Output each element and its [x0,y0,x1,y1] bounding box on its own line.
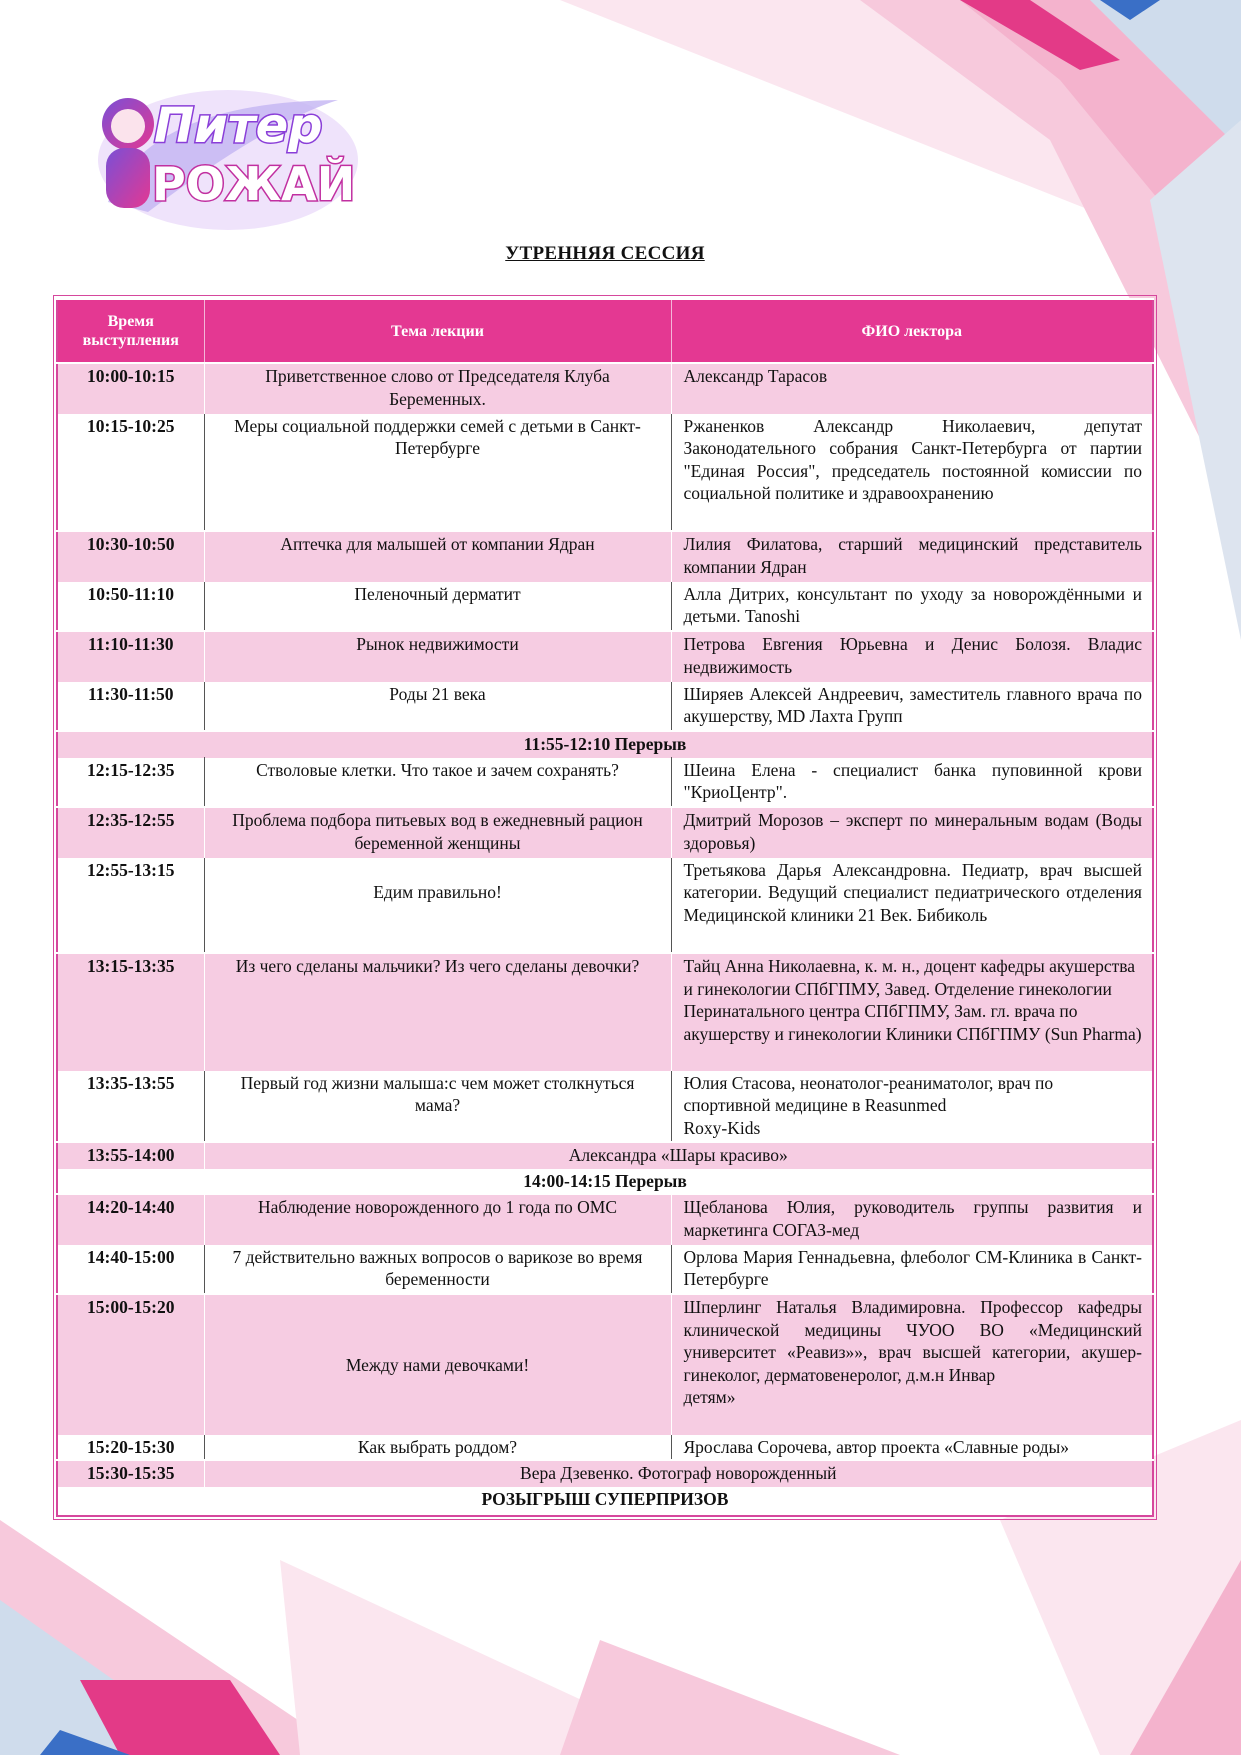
table-row [57,1460,1153,1486]
row-lecturer: Алла Дитрих, консультант по уходу за новорождёнными и детьми. Tanoshi [671,581,1153,631]
break-label: 14:00-14:15 Перерыв [57,1168,1153,1194]
table-row [57,363,1153,413]
table-row [57,413,1153,531]
row-time: 12:15-12:35 [57,757,204,807]
row-lecturer: Юлия Стасова, неонатолог-реаниматолог, врач по спортивной медицине в Reasunmed Roxy-Kids [671,1070,1153,1142]
row-lecturer: Щебланова Юлия, руководитель группы развития и маркетинга СОГАЗ-мед [671,1194,1153,1244]
row-merged-topic: Вера Дзевенко. Фотограф новорожденный [204,1460,1153,1486]
row-lecturer: Лилия Филатова, старший медицинский представитель компании Ядран [671,531,1153,581]
row-time: 15:20-15:30 [57,1434,204,1460]
row-lecturer: Ржаненков Александр Николаевич, депутат Законодательного собрания Санкт-Петербурга от партии "Единая Россия", председатель постоянной комиссии по социальной политике и здравоохранению [671,413,1153,531]
break-row [57,1168,1153,1194]
table-header-row [57,299,1153,363]
row-topic: Первый год жизни малыша:с чем может столкнуться мама? [204,1070,671,1142]
row-time: 13:15-13:35 [57,953,204,1070]
row-topic: Из чего сделаны мальчики? Из чего сделаны девочки? [204,953,671,1070]
row-lecturer: Орлова Мария Геннадьевна, флеболог СМ-Клиника в Санкт-Петербурге [671,1244,1153,1294]
break-label: 11:55-12:10 Перерыв [57,731,1153,757]
row-time: 11:30-11:50 [57,681,204,731]
table-row [57,1194,1153,1244]
row-topic: Роды 21 века [204,681,671,731]
header-time: Время выступления [57,299,204,363]
row-topic: Аптечка для малышей от компании Ядран [204,531,671,581]
row-topic: Едим правильно! [204,857,671,953]
row-time: 13:35-13:55 [57,1070,204,1142]
row-time: 12:35-12:55 [57,807,204,857]
table-row [57,857,1153,953]
table-row [57,1434,1153,1460]
schedule-table [56,298,1154,1517]
table-row [57,807,1153,857]
logo-line1: Питер [154,98,323,154]
row-merged-topic: Александра «Шары красиво» [204,1142,1153,1168]
session-title: УТРЕННЯЯ СЕССИЯ [505,243,705,264]
row-time: 14:40-15:00 [57,1244,204,1294]
header-lecturer: ФИО лектора [671,299,1153,363]
table-row [57,631,1153,681]
row-topic: Между нами девочками! [204,1294,671,1434]
table-row [57,953,1153,1070]
row-time: 12:55-13:15 [57,857,204,953]
row-lecturer: Александр Тарасов [671,363,1153,413]
row-topic: Стволовые клетки. Что такое и зачем сохранять? [204,757,671,807]
table-row [57,1294,1153,1434]
table-row [57,531,1153,581]
logo-line2: РОЖАЙ [152,157,356,211]
row-lecturer: Шеина Елена - специалист банка пуповинной крови "КриоЦентр". [671,757,1153,807]
break-row [57,731,1153,757]
row-topic: Меры социальной поддержки семей с детьми в Санкт-Петербурге [204,413,671,531]
row-lecturer: Третьякова Дарья Александровна. Педиатр, врач высшей категории. Ведущий специалист педиатрического отделения Медицинской клиники 21 Век. Бибиколь [671,857,1153,953]
row-lecturer: Тайц Анна Николаевна, к. м. н., доцент кафедры акушерства и гинекологии СПбГПМУ, Завед. Отделение гинекологии Перинатального центра СПбГПМУ, Зам. гл. врача по акушерству и гинекологии Клиники СПбГПМУ (Sun Pharma) [671,953,1153,1070]
row-time: 11:10-11:30 [57,631,204,681]
header-topic: Тема лекции [204,299,671,363]
piter-rozhai-logo [88,82,358,237]
row-time: 15:30-15:35 [57,1460,204,1486]
row-topic: Пеленочный дерматит [204,581,671,631]
table-row [57,1070,1153,1142]
table-row [57,1244,1153,1294]
row-topic: Проблема подбора питьевых вод в ежедневный рацион беременной женщины [204,807,671,857]
table-row [57,1142,1153,1168]
row-lecturer: Ярослава Сорочева, автор проекта «Славные роды» [671,1434,1153,1460]
row-time: 10:30-10:50 [57,531,204,581]
row-lecturer: Петрова Евгения Юрьевна и Денис Болозя. Владис недвижимость [671,631,1153,681]
row-time: 10:50-11:10 [57,581,204,631]
row-topic: Как выбрать роддом? [204,1434,671,1460]
table-row [57,581,1153,631]
row-topic: Приветственное слово от Председателя Клуба Беременных. [204,363,671,413]
row-time: 13:55-14:00 [57,1142,204,1168]
final-row [57,1486,1153,1516]
row-lecturer: Шперлинг Наталья Владимировна. Профессор кафедры клинической медицины ЧУОО ВО «Медицинский университет «Реавиз»», врач высшей категории, акушер-гинеколог, дерматовенеролог, д.м.н Инвар детям» [671,1294,1153,1434]
row-topic: 7 действительно важных вопросов о варикозе во время беременности [204,1244,671,1294]
table-row [57,757,1153,807]
row-time: 14:20-14:40 [57,1194,204,1244]
row-time: 15:00-15:20 [57,1294,204,1434]
row-lecturer: Дмитрий Морозов – эксперт по минеральным водам (Воды здоровья) [671,807,1153,857]
row-time: 10:15-10:25 [57,413,204,531]
row-lecturer: Ширяев Алексей Андреевич, заместитель главного врача по акушерству, MD Лахта Групп [671,681,1153,731]
row-time: 10:00-10:15 [57,363,204,413]
row-topic: Наблюдение новорожденного до 1 года по ОМС [204,1194,671,1244]
row-topic: Рынок недвижимости [204,631,671,681]
prize-draw-label: РОЗЫГРЫШ СУПЕРПРИЗОВ [57,1486,1153,1516]
table-row [57,681,1153,731]
